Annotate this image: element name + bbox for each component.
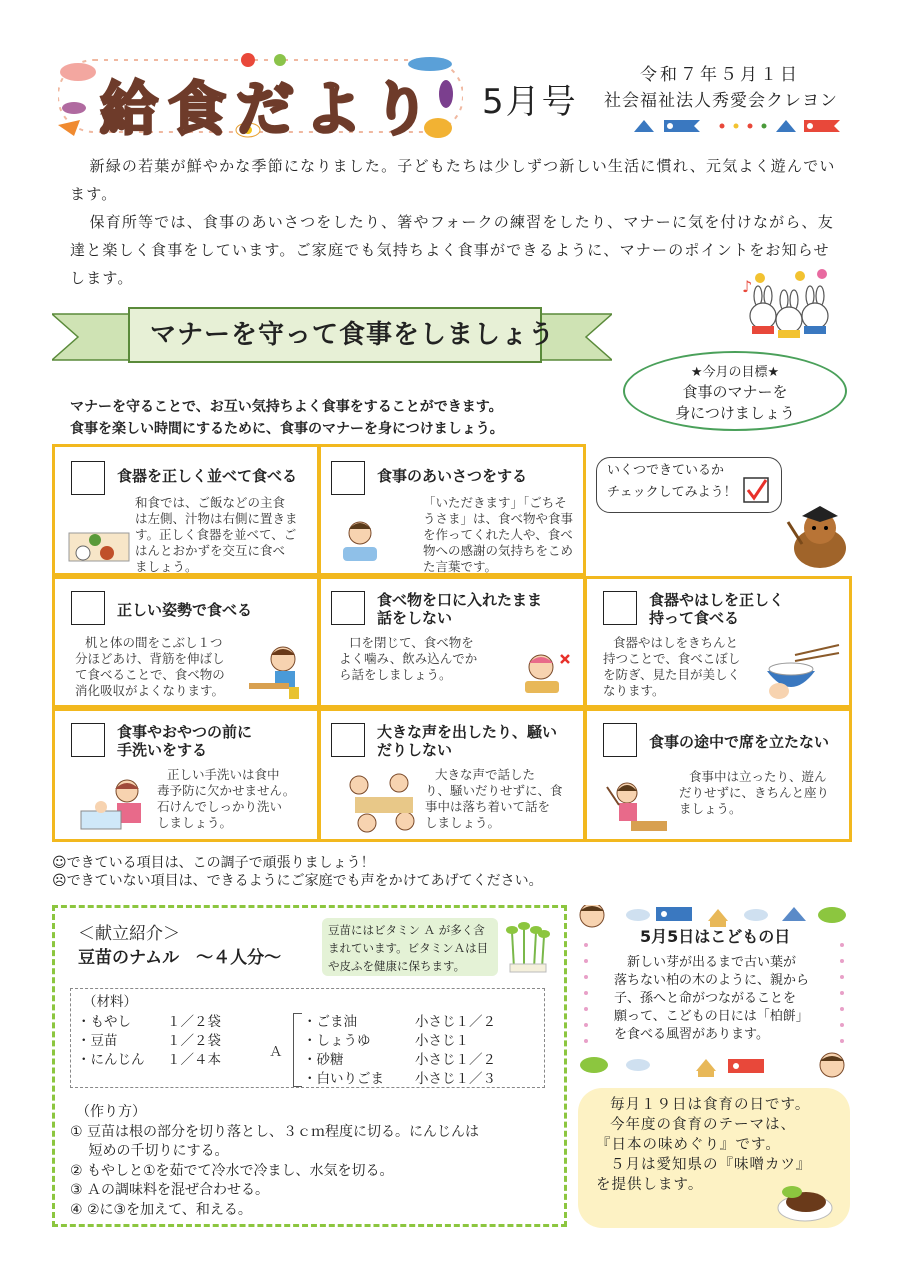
child-greeting-icon [335,515,385,565]
check-card-stay-seated: 食事の途中で席を立たない 食事中は立ったり、遊ん だりせずに、きちんと座り ましょう。 [584,708,852,842]
mole-teacher-icon [784,504,856,568]
material-row: ・にんじん １／４本 [77,1052,221,1068]
check-mark-icon [742,476,770,504]
manner-lead [70,396,504,440]
standing-child-icon [601,779,671,835]
card-title: 食事のあいさつをする [377,467,528,485]
checkbox[interactable] [603,591,637,625]
checkbox[interactable] [71,723,105,757]
issue-date: 令和７年５月１日 [640,65,800,85]
note-improve: ☹できていない項目は、できるようにご家庭でも声をかけてあげてください。 [52,873,543,889]
check-card-handwash: 食事やおやつの前に 手洗いをする 正しい手洗いは食中 毒予防に欠かせません。 石けんでしっかり洗い しましょう。 [52,708,320,842]
recipe-steps: （作り方） ① 豆苗は根の部分を切り落とし、３ｃｍ程度に切る。にんじんは 短めの千切りにする。 ② もやしと①を茹でて冷水で冷まし、水気を切る。 ③ Ａの調味料を混ぜ合わせる。 ④ ②に③を加えて、和える。 [70,1104,479,1218]
goal-line-2: 身につけましょう [675,404,795,422]
issue-number: 5月号 [482,82,578,122]
organization-name: 社会福祉法人秀愛会クレヨン [604,91,838,111]
page-title: 給食だより [100,75,441,143]
ingredients-box: （材料） ・もやし １／２袋 ・豆苗 １／２袋 ・にんじん １／４本 Ａ ・ごま油 小さじ１／２ ・しょうゆ 小さじ１ ・砂糖 小さじ１／２ ・白いりごま 小さじ１／３ [70,988,545,1088]
steps-label: （作り方） [76,1104,146,1120]
checkbox[interactable] [331,461,365,495]
check-notes [52,854,543,890]
card-title: 食器を正しく並べて食べる [117,467,298,485]
check-card-noise: 大きな声を出したり、騒い だりしない 大きな声で話した り、騒いだりせずに、食 事中は落ち着いて話を しましょう。 [318,708,586,842]
children-table-icon [345,771,423,835]
handwash-icon [77,777,153,833]
checkbox[interactable] [71,591,105,625]
intro-paragraph-2: 保育所等では、食事のあいさつをしたり、箸やフォークの練習をしたり、マナーに気を付けながら、友達と楽しく食事をしています。ご家庭でも気持ちよく食事ができるように、マナーのポイントをお知らせします。 [70,213,834,287]
material-row: ・豆苗 １／２袋 [77,1033,221,1049]
check-card-mouth-full: 食べ物を口に入れたまま 話をしない 口を閉じて、食べ物を よく噛み、飲み込んでか ら話をしましょう。 [318,576,586,708]
pea-sprout-icon [504,918,550,974]
intro-text [70,152,840,292]
svg-text:♪: ♪ [742,277,753,296]
card-title: 食事の途中で席を立たない [649,733,830,751]
checkbox[interactable] [603,723,637,757]
quiet-eating-icon [517,647,573,699]
check-card-chopsticks: 食器やはしを正しく 持って食べる 食器やはしをきちんと 持つことで、食べこぼし を防ぎ、見た目が美しく なります。 [584,576,852,708]
vitamin-note: 豆苗にはビタミン Ａ が多く含 まれています。ビタミンＡは目 や皮ふを健康に保ちます。 [322,918,498,976]
childrens-day-text: 新しい芽が出るまで古い葉が 落ちない柏の木のように、親から 子、孫へと命がつながることを 願って、こどもの日には「柏餅」 を食べる風習があります。 [614,955,810,1042]
check-card-tableware: 食器を正しく並べて食べる 和食では、ご飯などの主食 は左側、汁物は右側に置きま す。正しく食器を並べて、ご はんとおかずを交互に食べ ましょう。 [52,444,320,576]
miso-katsu-icon [776,1174,834,1224]
food-education-text: 毎月１９日は食育の日です。 今年度の食育のテーマは、 『日本の味めぐり』です。 ５月は愛知県の『味噌カツ』 を提供します。 [596,1097,812,1193]
lead-line-1: マナーを守ることで、お互い気持ちよく食事をすることができます。 [70,399,503,415]
lead-line-2: 食事を楽しい時間にするために、食事のマナーを身につけましょう。 [70,421,504,437]
tableware-icon [67,525,131,565]
monthly-goal [623,351,847,431]
rabbits-illustration [738,268,838,344]
check-card-greeting: 食事のあいさつをする 「いただきます」「ごちそ うさま」は、食べ物や食事 を作ってくれた人や、食べ 物への感謝の気持ちをこめ た言葉です。 [318,444,586,576]
materials-label: （材料） [83,994,137,1010]
material-row: ・もやし １／２袋 [77,1014,221,1030]
childrens-day-title: 5月5日はこどもの日 [640,927,791,946]
note-good: ☺できている項目は、この調子で頑張りましょう！ [52,855,375,871]
check-card-posture: 正しい姿勢で食べる 机と体の間をこぶし１つ 分ほどあけ、背筋を伸ばし て食べることで、食べ物の 消化吸収がよくなります。 [52,576,320,708]
intro-paragraph-1: 新緑の若葉が鮮やかな季節になりました。子どもたちは少しずつ新しい生活に慣れ、元気よく遊んでいます。 [70,157,836,203]
bowl-chopsticks-icon [765,641,841,703]
recipe-name: 豆苗のナムル ～４人分～ [78,948,282,968]
a-bracket [293,1013,302,1087]
goal-line-1: 食事のマナーを [682,383,788,401]
checkbox[interactable] [71,461,105,495]
a-label: Ａ [269,1044,283,1060]
checkbox[interactable] [331,723,365,757]
card-title: 正しい姿勢で食べる [117,601,253,619]
koinobori-decoration [632,114,842,140]
banner-title: マナーを守って食事をしましょう [150,320,556,350]
check-speech-bubble: いくつできているか チェックしてみよう！ [596,457,782,513]
recipe-heading: ＜献立紹介＞ 豆苗のナムル ～４人分～ [78,924,282,968]
posture-child-icon [247,643,307,701]
goal-label: ★今月の目標★ [690,365,780,380]
checkbox[interactable] [331,591,365,625]
